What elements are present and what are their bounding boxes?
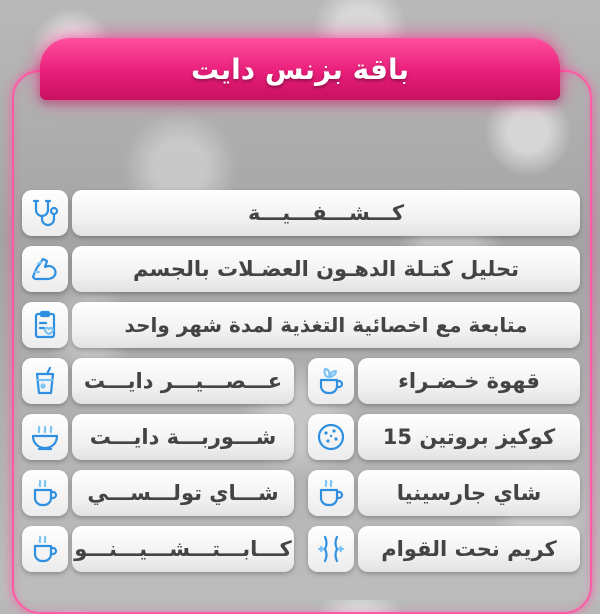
tea-cup-icon xyxy=(22,470,68,516)
right-item-1-label: قهوة خـضـراء xyxy=(398,369,540,393)
service-checkup-label: كـــشـــفـــيـــة xyxy=(247,201,405,225)
juice-glass-icon xyxy=(22,358,68,404)
left-item-1 xyxy=(72,358,294,404)
left-item-2-label: شـــوربـــة دايـــت xyxy=(89,425,277,449)
clipboard-heart-icon xyxy=(22,302,68,348)
cookie-icon xyxy=(308,414,354,460)
right-item-3-label: شاي جارسينيا xyxy=(396,481,542,505)
stethoscope-icon xyxy=(22,190,68,236)
muscle-arm-icon xyxy=(22,246,68,292)
service-body-analysis xyxy=(72,246,580,292)
package-title: باقة بزنس دايت xyxy=(191,52,409,86)
package-header xyxy=(40,38,560,100)
left-item-2 xyxy=(72,414,294,460)
right-item-2-label: كوكيز بروتين 15 xyxy=(382,425,556,449)
right-item-1 xyxy=(358,358,580,404)
left-item-4 xyxy=(72,526,294,572)
green-coffee-cup-icon xyxy=(308,358,354,404)
left-item-1-label: عـــصـــيـــر دايـــت xyxy=(83,369,283,393)
body-shape-icon xyxy=(308,526,354,572)
service-nutrition-followup-label: متابعة مع اخصائية التغذية لمدة شهر واحد xyxy=(124,313,528,337)
tea-cup-icon xyxy=(308,470,354,516)
left-item-3 xyxy=(72,470,294,516)
left-item-3-label: شـــاي تولـــســـي xyxy=(87,481,279,505)
soup-bowl-icon xyxy=(22,414,68,460)
left-item-4-label: كـــابـــتـــشـــيـــنـــو xyxy=(74,537,292,561)
right-item-2 xyxy=(358,414,580,460)
right-item-4 xyxy=(358,526,580,572)
service-nutrition-followup xyxy=(72,302,580,348)
right-item-4-label: كريم نحت القوام xyxy=(381,537,557,561)
service-body-analysis-label: تحليل كتـلة الدهـون العضـلات بالجسم xyxy=(133,257,519,281)
service-checkup xyxy=(72,190,580,236)
coffee-cup-icon xyxy=(22,526,68,572)
right-item-3 xyxy=(358,470,580,516)
